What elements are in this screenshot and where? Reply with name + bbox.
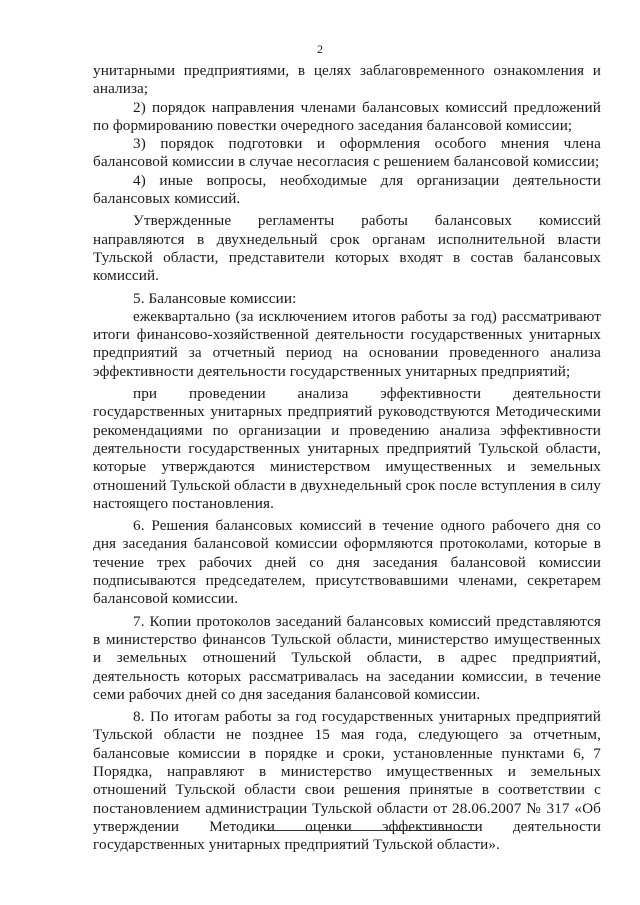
paragraph-item-4: 4) иные вопросы, необходимые для организации деятельности балансовых комиссий. — [93, 171, 601, 208]
paragraph-section-6: 6. Решения балансовых комиссий в течение одного рабочего дня со дня заседания балансовой комиссии оформляются протоколами, которые в течение трех рабочих дней со дня заседания балансовой комиссии подписываются председателем, присутствовавшими членами, секретарем балансовой комиссии. — [93, 517, 601, 608]
paragraph-regulations: Утвержденные регламенты работы балансовых комиссий направляются в двухнедельный срок органам исполнительной власти Тульской области, представители которых входят в состав балансовых комиссий. — [93, 212, 601, 285]
paragraph-item-2: 2) порядок направления членами балансовых комиссий предложений по формированию повестки очередного заседания балансовой комиссии; — [93, 98, 601, 134]
paragraph-section-5-quarterly: ежеквартально (за исключением итогов работы за год) рассматривают итоги финансово-хозяйственной деятельности государственных унитарных предприятий за отчетный период на основании проведенного анализа эффективности деятельности государственных унитарных предприятий; — [93, 307, 601, 380]
paragraph-section-5-analysis: при проведении анализа эффективности деятельности государственных унитарных предприятий руководствуются Методическими рекомендациями по организации и проведению анализа эффективности деятельности государственных унитарных предприятий Тульской области, которые утверждаются министерством имущественных и земельных отношений Тульской области в двухнедельный срок после вступления в силу настоящего постановления. — [93, 385, 601, 512]
document-body — [93, 62, 601, 854]
paragraph-item-3: 3) порядок подготовки и оформления особого мнения члена балансовой комиссии в случае несогласия с решением балансовой комиссии; — [93, 135, 601, 171]
end-of-document-rule — [265, 830, 477, 831]
paragraph-section-8: 8. По итогам работы за год государственных унитарных предприятий Тульской области не позднее 15 мая года, следующего за отчетным, балансовые комиссии в порядке и сроки, установленные пунктами 6, 7 Порядка, направляют в министерство имущественных и земельных отношений Тульской области свои решения принятые в соответствии с постановлением администрации Тульской области от 28.06.2007 № 317 «Об утверждении Методики оценки эффективности деятельности государственных унитарных предприятий Тульской области». — [93, 708, 601, 854]
paragraph-section-7: 7. Копии протоколов заседаний балансовых комиссий представляются в министерство финансов Тульской области, министерство имущественных и земельных отношений Тульской области, в адрес предприятий, деятельность которых рассматривалась на заседании комиссии, в течение семи рабочих дней со дня заседания балансовой комиссии. — [93, 612, 601, 703]
page-number: 2 — [317, 42, 323, 56]
paragraph-continuation: унитарными предприятиями, в целях заблаговременного ознакомления и анализа; — [93, 62, 601, 98]
paragraph-section-5-heading: 5. Балансовые комиссии: — [133, 289, 297, 307]
